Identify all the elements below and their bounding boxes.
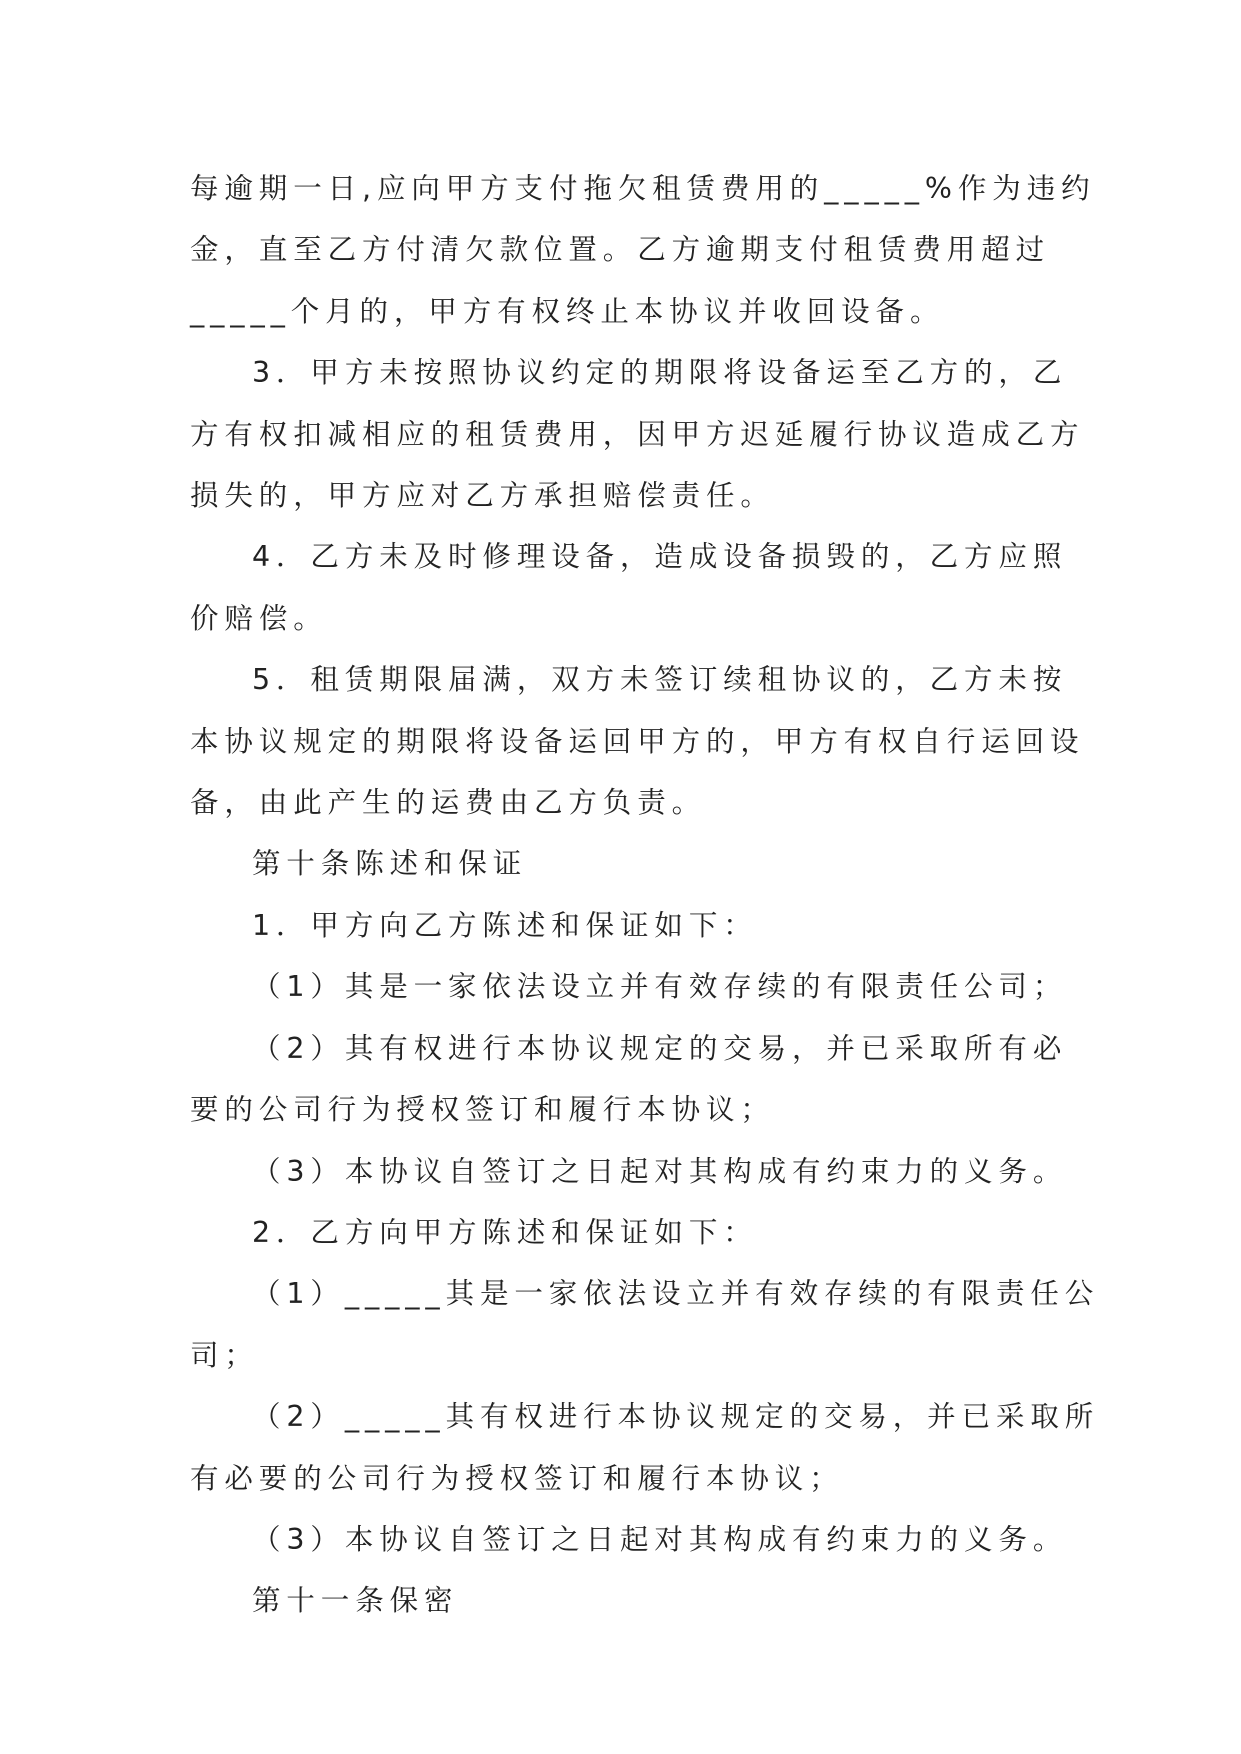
- heading-article-10: [190, 833, 1052, 894]
- text-line: 每逾期一日,应向甲方支付拖欠租赁费用的_____%作为违约: [190, 172, 1096, 205]
- text-line: （3）本协议自签订之日起对其构成有约束力的义务。: [252, 1522, 1068, 1556]
- text-line: 有必要的公司行为授权签订和履行本协议；: [190, 1461, 844, 1495]
- paragraph-party-b-item-3: [190, 1509, 1068, 1570]
- paragraph-party-a-item-2: [190, 1018, 1068, 1141]
- document-body: [190, 158, 1100, 1632]
- heading-article-11: [190, 1570, 1052, 1631]
- text-line: （1）_____其是一家依法设立并有效存续的有限责任公: [252, 1277, 1100, 1311]
- text-line: 备，由此产生的运费由乙方负责。: [190, 786, 707, 820]
- paragraph-clause-4: [190, 526, 1068, 649]
- paragraph-party-b-representations: [190, 1202, 1052, 1263]
- paragraph-party-a-representations: [190, 895, 1052, 956]
- text-line: 价赔偿。: [190, 601, 328, 635]
- text-line: 损失的，甲方应对乙方承担赔偿责任。: [190, 479, 775, 513]
- text-line: 1．甲方向乙方陈述和保证如下：: [252, 908, 758, 942]
- text-line: 方有权扣减相应的租赁费用，因甲方迟延履行协议造成乙方: [190, 417, 1085, 451]
- text-line: 2．乙方向甲方陈述和保证如下：: [252, 1215, 758, 1249]
- text-line: （2）其有权进行本协议规定的交易，并已采取所有必: [252, 1031, 1068, 1065]
- text-line: 4．乙方未及时修理设备，造成设备损毁的，乙方应照: [252, 540, 1068, 574]
- paragraph-party-a-item-1: [190, 956, 1068, 1017]
- paragraph-penalty-late-payment: [190, 158, 1096, 342]
- text-line: 5．租赁期限届满，双方未签订续租协议的，乙方未按: [252, 663, 1068, 697]
- text-line: （3）本协议自签订之日起对其构成有约束力的义务。: [252, 1154, 1068, 1188]
- text-line: 3．甲方未按照协议约定的期限将设备运至乙方的，乙: [252, 356, 1068, 390]
- paragraph-party-a-item-3: [190, 1141, 1068, 1202]
- section-heading: 第十一条保密: [252, 1584, 459, 1618]
- text-line: 要的公司行为授权签订和履行本协议；: [190, 1093, 775, 1127]
- text-line: （1）其是一家依法设立并有效存续的有限责任公司；: [252, 970, 1068, 1004]
- text-line: （2）_____其有权进行本协议规定的交易，并已采取所: [252, 1400, 1100, 1434]
- section-heading: 第十条陈述和保证: [252, 847, 528, 881]
- paragraph-party-b-item-2: [190, 1386, 1100, 1509]
- text-line: 司；: [190, 1338, 259, 1372]
- paragraph-clause-5: [190, 649, 1085, 833]
- paragraph-clause-3: [190, 342, 1085, 526]
- text-line: _____个月的，甲方有权终止本协议并收回设备。: [190, 294, 945, 328]
- paragraph-party-b-item-1: [190, 1263, 1100, 1386]
- text-line: 金，直至乙方付清欠款位置。乙方逾期支付租赁费用超过: [190, 233, 1051, 267]
- text-line: 本协议规定的期限将设备运回甲方的，甲方有权自行运回设: [190, 724, 1085, 758]
